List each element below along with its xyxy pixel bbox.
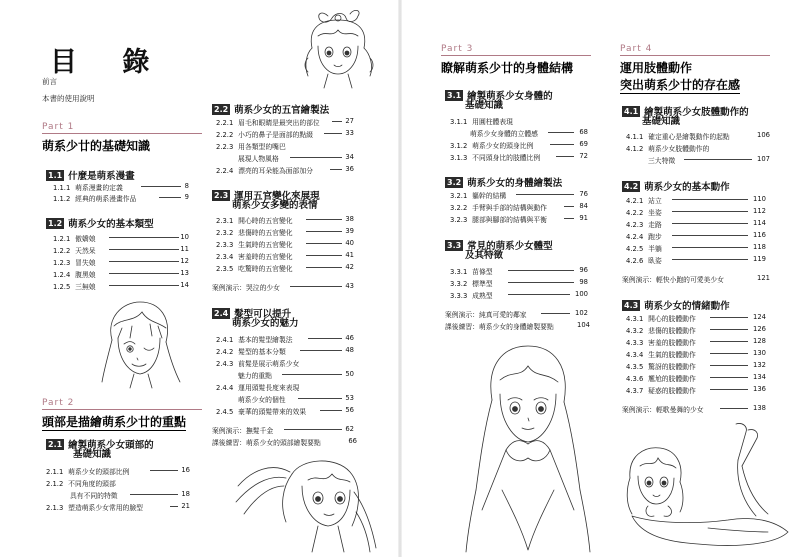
toc-entry-2-3-5: 2.3.5 吃驚時的五官變化 42 bbox=[216, 263, 354, 273]
section-title: 髮型可以提升 bbox=[234, 309, 292, 320]
front-usage: 本書的使用說明 bbox=[42, 94, 95, 103]
section-badge: 3.2 bbox=[447, 178, 462, 187]
section-title: 萌系少女的基本動作 bbox=[644, 182, 730, 193]
toc-example-4-3: 案例演示：輕歌曼舞的少女 138 bbox=[622, 404, 766, 414]
section-2-4-line2: 萌系少女的魅力 bbox=[232, 318, 299, 329]
toc-entry-1-2-1: 1.2.1 傲嬌娘 10 bbox=[53, 233, 189, 243]
toc-entry-2-3-2: 2.3.2 悲傷時的五官變化 39 bbox=[216, 227, 354, 237]
section-badge: 4.3 bbox=[624, 301, 639, 310]
toc-entry-2-3-3: 2.3.3 生氣時的五官變化 40 bbox=[216, 239, 354, 249]
section-title: 萌系少女的身體繪製法 bbox=[467, 178, 563, 189]
section-4-1 bbox=[622, 100, 749, 119]
toc-example-2-4: 案例演示：撫髮千金 62 bbox=[212, 425, 354, 435]
toc-entry-2-4-1: 2.4.1 基本的髮型繪製法 46 bbox=[216, 334, 354, 344]
toc-entry-2-1-2: 2.1.2 不同角度的頭部 bbox=[46, 480, 116, 488]
toc-entry-1-2-3: 1.2.3 冒失娘 12 bbox=[53, 257, 189, 267]
toc-entry-3-1-3: 3.1.3 不同頭身比的肢體比例 72 bbox=[450, 152, 588, 162]
toc-example-2-3: 案例演示：哭泣的少女 43 bbox=[212, 282, 354, 292]
toc-entry-1-2-4: 1.2.4 腹黑娘 13 bbox=[53, 269, 189, 279]
toc-example-4-2: 案例演示：輕快小跑的可愛美少女 121 bbox=[622, 274, 770, 284]
toc-entry-3-3-3: 3.3.3 成熟型 100 bbox=[450, 290, 588, 300]
toc-entry-2-2-3-cont: 展現人物風格 34 bbox=[238, 153, 354, 163]
winking-girl-illustration bbox=[92, 296, 184, 390]
toc-entry-4-2-2: 4.2.2 坐姿 112 bbox=[626, 207, 766, 217]
toc-entry-3-3-1: 3.3.1 苗條型 96 bbox=[450, 266, 588, 276]
toc-entry-2-2-2: 2.2.2 小巧的鼻子是面部的點綴 33 bbox=[216, 129, 354, 139]
toc-entry-2-3-1: 2.3.1 開心時的五官變化 38 bbox=[216, 215, 354, 225]
toc-entry-4-3-4: 4.3.4 生氣的肢體動作 130 bbox=[626, 349, 766, 359]
section-badge: 1.1 bbox=[48, 171, 63, 180]
book-gutter bbox=[398, 0, 402, 557]
long-hair-girl-illustration bbox=[232, 452, 382, 556]
toc-entry-4-1-2: 4.1.2 萌系少女肢體動作的 bbox=[626, 145, 710, 153]
toc-entry-3-2-2: 3.2.2 手臂與手部的結構與動作 84 bbox=[450, 202, 588, 212]
part1-label: Part 1 bbox=[42, 122, 75, 132]
section-title: 萌系少女的基本類型 bbox=[68, 219, 154, 230]
toc-entry-2-4-3-cont: 魅力的重點 50 bbox=[238, 370, 354, 380]
girl-hands-clasped-illustration bbox=[462, 340, 592, 554]
toc-entry-4-1-1: 4.1.1 確定重心是繪製動作的起點 106 bbox=[626, 131, 770, 141]
section-badge: 3.1 bbox=[447, 91, 462, 100]
toc-entry-2-4-3: 2.4.3 前髮是展示萌系少女 bbox=[216, 360, 300, 368]
section-3-3-line2: 及其特徵 bbox=[465, 250, 504, 261]
toc-example-3-3: 案例演示：純真可愛的鄰家 102 bbox=[445, 309, 588, 319]
part4-title-line2: 突出萌系少廿的存在感 bbox=[620, 78, 741, 92]
toc-entry-3-3-2: 3.3.2 標準型 98 bbox=[450, 278, 588, 288]
part2-title: 頭部是描繪萌系少廿的重點 bbox=[42, 415, 187, 429]
toc-entry-4-2-4: 4.2.4 跑步 116 bbox=[626, 231, 766, 241]
part1-title: 萌系少廿的基礎知識 bbox=[42, 139, 151, 153]
toc-entry-1-1-2: 1.1.2 經典的萌系漫畫作品 9 bbox=[53, 193, 189, 203]
part4-title-line1: 運用肢體動作 bbox=[620, 61, 693, 75]
toc-entry-2-4-4-cont: 萌系少女的個性 53 bbox=[238, 394, 354, 404]
section-4-2 bbox=[622, 175, 730, 194]
toc-entry-4-3-5: 4.3.5 驚訝的肢體動作 132 bbox=[626, 361, 766, 371]
section-title: 運用五官變化來展現 bbox=[234, 191, 320, 202]
toc-entry-4-2-1: 4.2.1 站立 110 bbox=[626, 195, 766, 205]
toc-entry-1-1-1: 1.1.1 萌系漫畫的定義 8 bbox=[53, 182, 189, 192]
front-preface: 前言 bbox=[42, 77, 57, 86]
section-2-2 bbox=[212, 98, 329, 117]
toc-entry-2-2-1: 2.2.1 眉毛和眼睛是最突出的部位 27 bbox=[216, 117, 354, 127]
section-title: 繪製萌系少女身體的 bbox=[467, 91, 553, 102]
part4-rule bbox=[620, 55, 770, 56]
toc-entry-2-2-3: 2.2.3 用各類型的嘴巴 bbox=[216, 143, 286, 151]
toc-exercise-3-3: 課後練習：萌系少女的身體繪製要點 104 bbox=[445, 321, 590, 331]
toc-entry-2-1-2-cont: 具有不同的特徵 18 bbox=[70, 490, 190, 500]
toc-entry-4-2-5: 4.2.5 半躺 118 bbox=[626, 243, 766, 253]
section-title: 萌系少女的五官繪製法 bbox=[234, 105, 330, 116]
section-badge: 2.3 bbox=[214, 191, 229, 200]
section-4-3 bbox=[622, 294, 730, 313]
toc-entry-4-3-7: 4.3.7 疑惑的肢體動作 136 bbox=[626, 385, 766, 395]
toc-entry-4-2-6: 4.2.6 臥姿 119 bbox=[626, 255, 766, 265]
part3-rule bbox=[441, 55, 591, 56]
toc-entry-2-3-4: 2.3.4 害羞時的五官變化 41 bbox=[216, 251, 354, 261]
section-title: 繪製萌系少女頭部的 bbox=[68, 440, 154, 451]
toc-entry-2-1-3: 2.1.3 塑造萌系少女常用的臉型 21 bbox=[46, 502, 190, 512]
toc-entry-4-3-2: 4.3.2 悲傷的肢體動作 126 bbox=[626, 325, 766, 335]
toc-entry-1-2-2: 1.2.2 天然呆 11 bbox=[53, 245, 189, 255]
toc-entry-2-1-1: 2.1.1 萌系少女的頭部比例 16 bbox=[46, 466, 190, 476]
section-1-1 bbox=[46, 164, 135, 183]
section-badge: 4.1 bbox=[624, 107, 639, 116]
toc-entry-3-1-1-cont: 萌系少女身體的立體感 68 bbox=[470, 128, 588, 138]
section-2-1-line2: 基礎知識 bbox=[73, 449, 112, 460]
toc-entry-3-2-1: 3.2.1 軀幹的結構 76 bbox=[450, 190, 588, 200]
section-1-2 bbox=[46, 212, 154, 231]
part3-title: 瞭解萌系少廿的身體結構 bbox=[441, 61, 574, 75]
section-title: 什麼是萌系漫畫 bbox=[68, 171, 135, 182]
section-title: 常見的萌系少女體型 bbox=[467, 241, 553, 252]
section-badge: 2.1 bbox=[48, 440, 63, 449]
part1-rule bbox=[42, 133, 202, 134]
bow-girl-illustration bbox=[298, 8, 380, 90]
toc-entry-2-4-2: 2.4.2 髮型的基本分類 48 bbox=[216, 346, 354, 356]
toc-entry-2-4-4: 2.4.4 運用頭髮長度來表現 bbox=[216, 384, 300, 392]
section-4-1-line2: 基礎知識 bbox=[642, 116, 681, 127]
section-title: 萌系少女的情緒動作 bbox=[644, 301, 730, 312]
toc-entry-3-2-3: 3.2.3 腿部與腳部的結構與平衡 91 bbox=[450, 214, 588, 224]
toc-entry-4-3-6: 4.3.6 尷尬的肢體動作 134 bbox=[626, 373, 766, 383]
section-2-3-line2: 萌系少女多變的表情 bbox=[232, 200, 318, 211]
section-3-1-line2: 基礎知識 bbox=[465, 100, 504, 111]
toc-entry-2-4-5: 2.4.5 豪華的頭髮帶來的效果 56 bbox=[216, 406, 354, 416]
section-title: 繪製萌系少女肢體動作的 bbox=[644, 107, 749, 118]
toc-entry-4-3-3: 4.3.3 害羞的肢體動作 128 bbox=[626, 337, 766, 347]
toc-entry-4-3-1: 4.3.1 開心的肢體動作 124 bbox=[626, 313, 766, 323]
toc-entry-3-1-2: 3.1.2 萌系少女的頭身比例 69 bbox=[450, 140, 588, 150]
section-badge: 4.2 bbox=[624, 182, 639, 191]
lying-girl-illustration bbox=[618, 420, 796, 554]
toc-entry-2-2-4: 2.2.4 漂亮的耳朵能為面部加分 36 bbox=[216, 165, 354, 175]
section-badge: 2.2 bbox=[214, 105, 229, 114]
toc-exercise-2-4: 課後練習：萌系少女的頭部繪製要點 66 bbox=[212, 437, 357, 447]
part2-rule bbox=[42, 409, 202, 410]
section-3-2 bbox=[445, 171, 562, 190]
toc-entry-4-2-3: 4.2.3 走路 114 bbox=[626, 219, 766, 229]
toc-entry-4-1-2-cont: 三大特徵 107 bbox=[648, 155, 770, 165]
toc-title: 目 錄 bbox=[50, 47, 168, 78]
section-badge: 3.3 bbox=[447, 241, 462, 250]
toc-entry-1-2-5: 1.2.5 三無娘 14 bbox=[53, 281, 189, 291]
section-badge: 1.2 bbox=[48, 219, 63, 228]
part4-label: Part 4 bbox=[620, 44, 653, 54]
section-badge: 2.4 bbox=[214, 309, 229, 318]
part3-label: Part 3 bbox=[441, 44, 474, 54]
toc-entry-3-1-1: 3.1.1 用圓柱體表現 bbox=[450, 118, 513, 126]
part2-label: Part 2 bbox=[42, 398, 75, 408]
